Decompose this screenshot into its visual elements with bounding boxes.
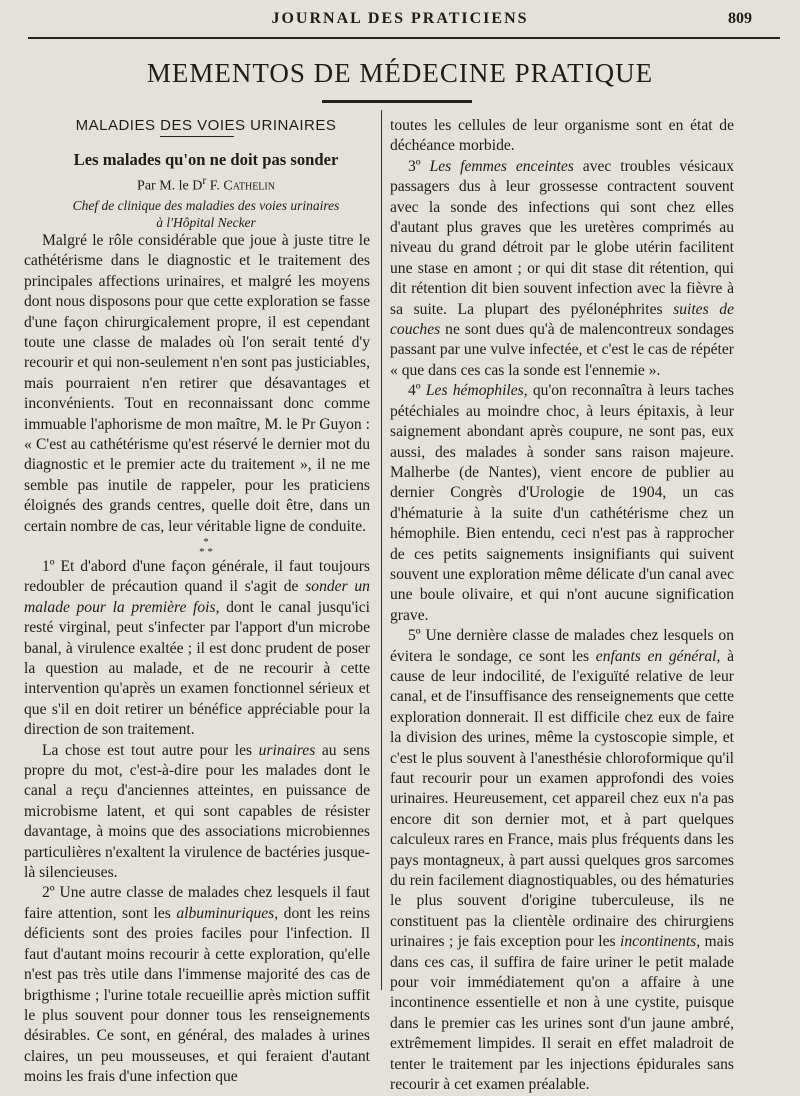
emphasis: sonder un malade pour la première fois — [24, 578, 370, 616]
emphasis: incontinents — [620, 933, 697, 951]
text-run: ne sont dues qu'à de malencontreux sondages passant par une vulve infectée, et c'est le cas de répéter « que dans ces cas la sonde est l'ennemie ». — [390, 321, 734, 379]
intro-paragraph: Malgré le rôle considérable que joue à juste titre le cathétérisme dans le diagnostic et le traitement des principales affections urinaires, et malgré les moyens dont nous disposons pour que cette exploration se fasse d'une façon chirurgicalement propre, il est cependant toute une classe de malades où l'on serait tenté d'y recourir et qui non-seulement n'en sont pas justiciables, mais pourraient n'en retirer que désavantages et inconvénients. Tout en reconnaissant donc comme immuable l'aphorisme de mon maître, M. le Pr Guyon : « C'est au cathétérisme qu'est réservé le dernier mot du diagnostic et le premier acte du traitement », il ne me semble pas inutile de rappeler, pour les praticiens éloignés des grands centres, quelle doit être, dans un certain nombre de cas, leur véritable ligne de conduite. — [24, 231, 370, 535]
paragraph-2 — [24, 883, 370, 1087]
text-run: 1º Et d'abord d'une façon générale, il faut toujours redoubler de précaution quand il s'agit de — [24, 557, 370, 596]
emphasis: Les hémophiles — [425, 382, 524, 400]
text-run: , dont les reins déficients sont des proies faciles pour l'infection. Il faut d'autant moins recourir à cette exploration, qu'elle n'est pas très utile dans l'immense majorité des cas de brigthisme ; l'urine totale recueillie après miction suffit le plus souvent pour donner tous les renseignements désirables. Ce sont, en général, des malades à urines claires, un peu mousseuses, et qui feraient d'autant moins les frais d'une infection que — [24, 904, 371, 1086]
section-title: MEMENTOS DE MÉDECINE PRATIQUE — [146, 58, 654, 88]
page-number: 809 — [728, 10, 752, 27]
continuation-paragraph: toutes les cellules de leur organisme sont en état de déchéance morbide. — [390, 117, 734, 155]
text-run: , qu'on reconnaîtra à leurs taches pétéchiales au moindre choc, à leurs épitaxis, à leur saignement abondant après coupure, ne sont pas, eux aussi, des malades à sonder sans raison majeure. Malherbe (de Nantes), vient encore de publier au dernier Congrès d'Urologie de 1904, un cas d'hématurie à la suite d'un cathétérisme chez un hémophile. Bien entendu, ceci n'est pas à rapprocher de ces petits saignements insignifiants qui suivent souvent une exploration même délicate d'un canal avec une boule olivaire, et qui n'ont aucune signification grave. — [390, 382, 734, 624]
category-heading: MALADIES DES VOIES URINAIRES — [75, 117, 337, 134]
emphasis: urinaires — [258, 741, 316, 759]
emphasis: Les femmes enceintes — [429, 157, 574, 175]
paragraph-3 — [390, 157, 734, 381]
text-run: 3º — [408, 157, 430, 175]
title-rule — [322, 100, 472, 103]
separator-bottom: * * — [199, 545, 213, 558]
paragraph-4 — [390, 381, 734, 626]
text-run: , à cause de leur indocilité, de l'exiguïté relative de leur canal, et de l'insuffisance des renseignements que cette exploration donnerait. Il est difficile chez eux de faire la division des urines, même la cystoscopie simple, et c'est le plus souvent à l'anesthésie chloroformique qu'il faut recourir pour un examen approfondi des voies urinaires. Heureusement, cet appareil chez eux n'a pas encore dit son dernier mot, et à part quelques calculeux rares en France, mais plus fréquents dans les pays montagneux, à part aussi quelques gros sarcomes du rein facilement diagnostiquables, ou des hématuries le plus souvent d'origine tuberculeuse, ils ne constituent pas la clientèle ordinaire des chirurgiens urinaires ; je fais exception pour les — [390, 647, 734, 951]
text-run: , dont le canal jusqu'ici resté virginal, peut s'infecter par l'apport d'un microbe banal, à virulence exaltée ; il est donc prudent de poser la question au malade, et de ne recourir à cette intervention qu'après un examen fonctionnel sérieux et que s'il en doit retirer un bénéfice appréciable pour la direction de son traitement. — [24, 598, 370, 739]
emphasis: enfants en général — [595, 647, 717, 665]
separator-top: * — [203, 535, 209, 548]
author-name: F. Cathelin — [206, 178, 275, 194]
text-run: 4º — [408, 382, 426, 400]
byline-prefix: Par M. le D — [137, 178, 203, 194]
journal-title: JOURNAL DES PRATICIENS — [271, 10, 529, 27]
running-head — [48, 10, 752, 32]
paragraph-urinaires — [24, 741, 370, 884]
text-run: La chose est tout autre pour les — [42, 741, 259, 759]
right-column — [390, 116, 734, 1096]
section-separator — [24, 537, 370, 557]
text-run: 2º Une autre classe de malades chez lesquels il faut faire attention, sont les — [24, 884, 370, 922]
header-rule — [28, 37, 780, 39]
article-title: Les malades qu'on ne doit pas sonder — [73, 150, 339, 170]
text-run: , mais dans ces cas, il suffira de faire uriner le petit malade pour voir immédiatement qu'on a affaire à une incontinence essentielle et non à une cystite, puisque dans le premier cas les urines sont d'un jaune ambré, extrêmement limpides. Il serait en effet maladroit de tenter le traitement par les injections épidurales sans recourir à cet examen préalable. — [390, 933, 735, 1094]
emphasis: albuminuriques — [176, 904, 275, 922]
text-run: au sens propre du mot, c'est-à-dire pour les malades dont le canal a reçu d'anciennes atteintes, en puissance de microbisme latent, et qui sont capables de résister davantage, à moins que des associations microbiennes particulières n'exaltent la virulence de bactéries jusque-là silencieuses. — [24, 741, 370, 882]
text-run: 5º Une dernière classe de malades chez lesquels on évitera le sondage, ce sont les — [390, 627, 734, 665]
emphasis: suites de couches — [390, 300, 734, 339]
affiliation-line-1: Chef de clinique des maladies des voies urinaires — [72, 197, 340, 213]
byline — [24, 171, 370, 197]
paragraph-5 — [390, 626, 734, 1095]
left-column — [24, 116, 370, 1088]
category-rule — [160, 136, 234, 137]
paragraph-1 — [24, 557, 370, 741]
text-run: avec troubles vésicaux passagers dus à leur grossesse contractent souvent avec la sonde des infections qui sont chez elles d'autant plus graves que les uretères comprimés au niveau du grand détroit par le globe utérin facilitent une stase en amont ; or qui dit stase dit rétention, qui dit rétention dit bien souvent infection avec la fièvre à sa suite. La plupart des pyélonéphrites — [390, 157, 734, 318]
byline-sup: r — [202, 173, 207, 187]
column-divider — [381, 110, 382, 990]
affiliation-line-2: à l'Hôpital Necker — [156, 214, 256, 230]
